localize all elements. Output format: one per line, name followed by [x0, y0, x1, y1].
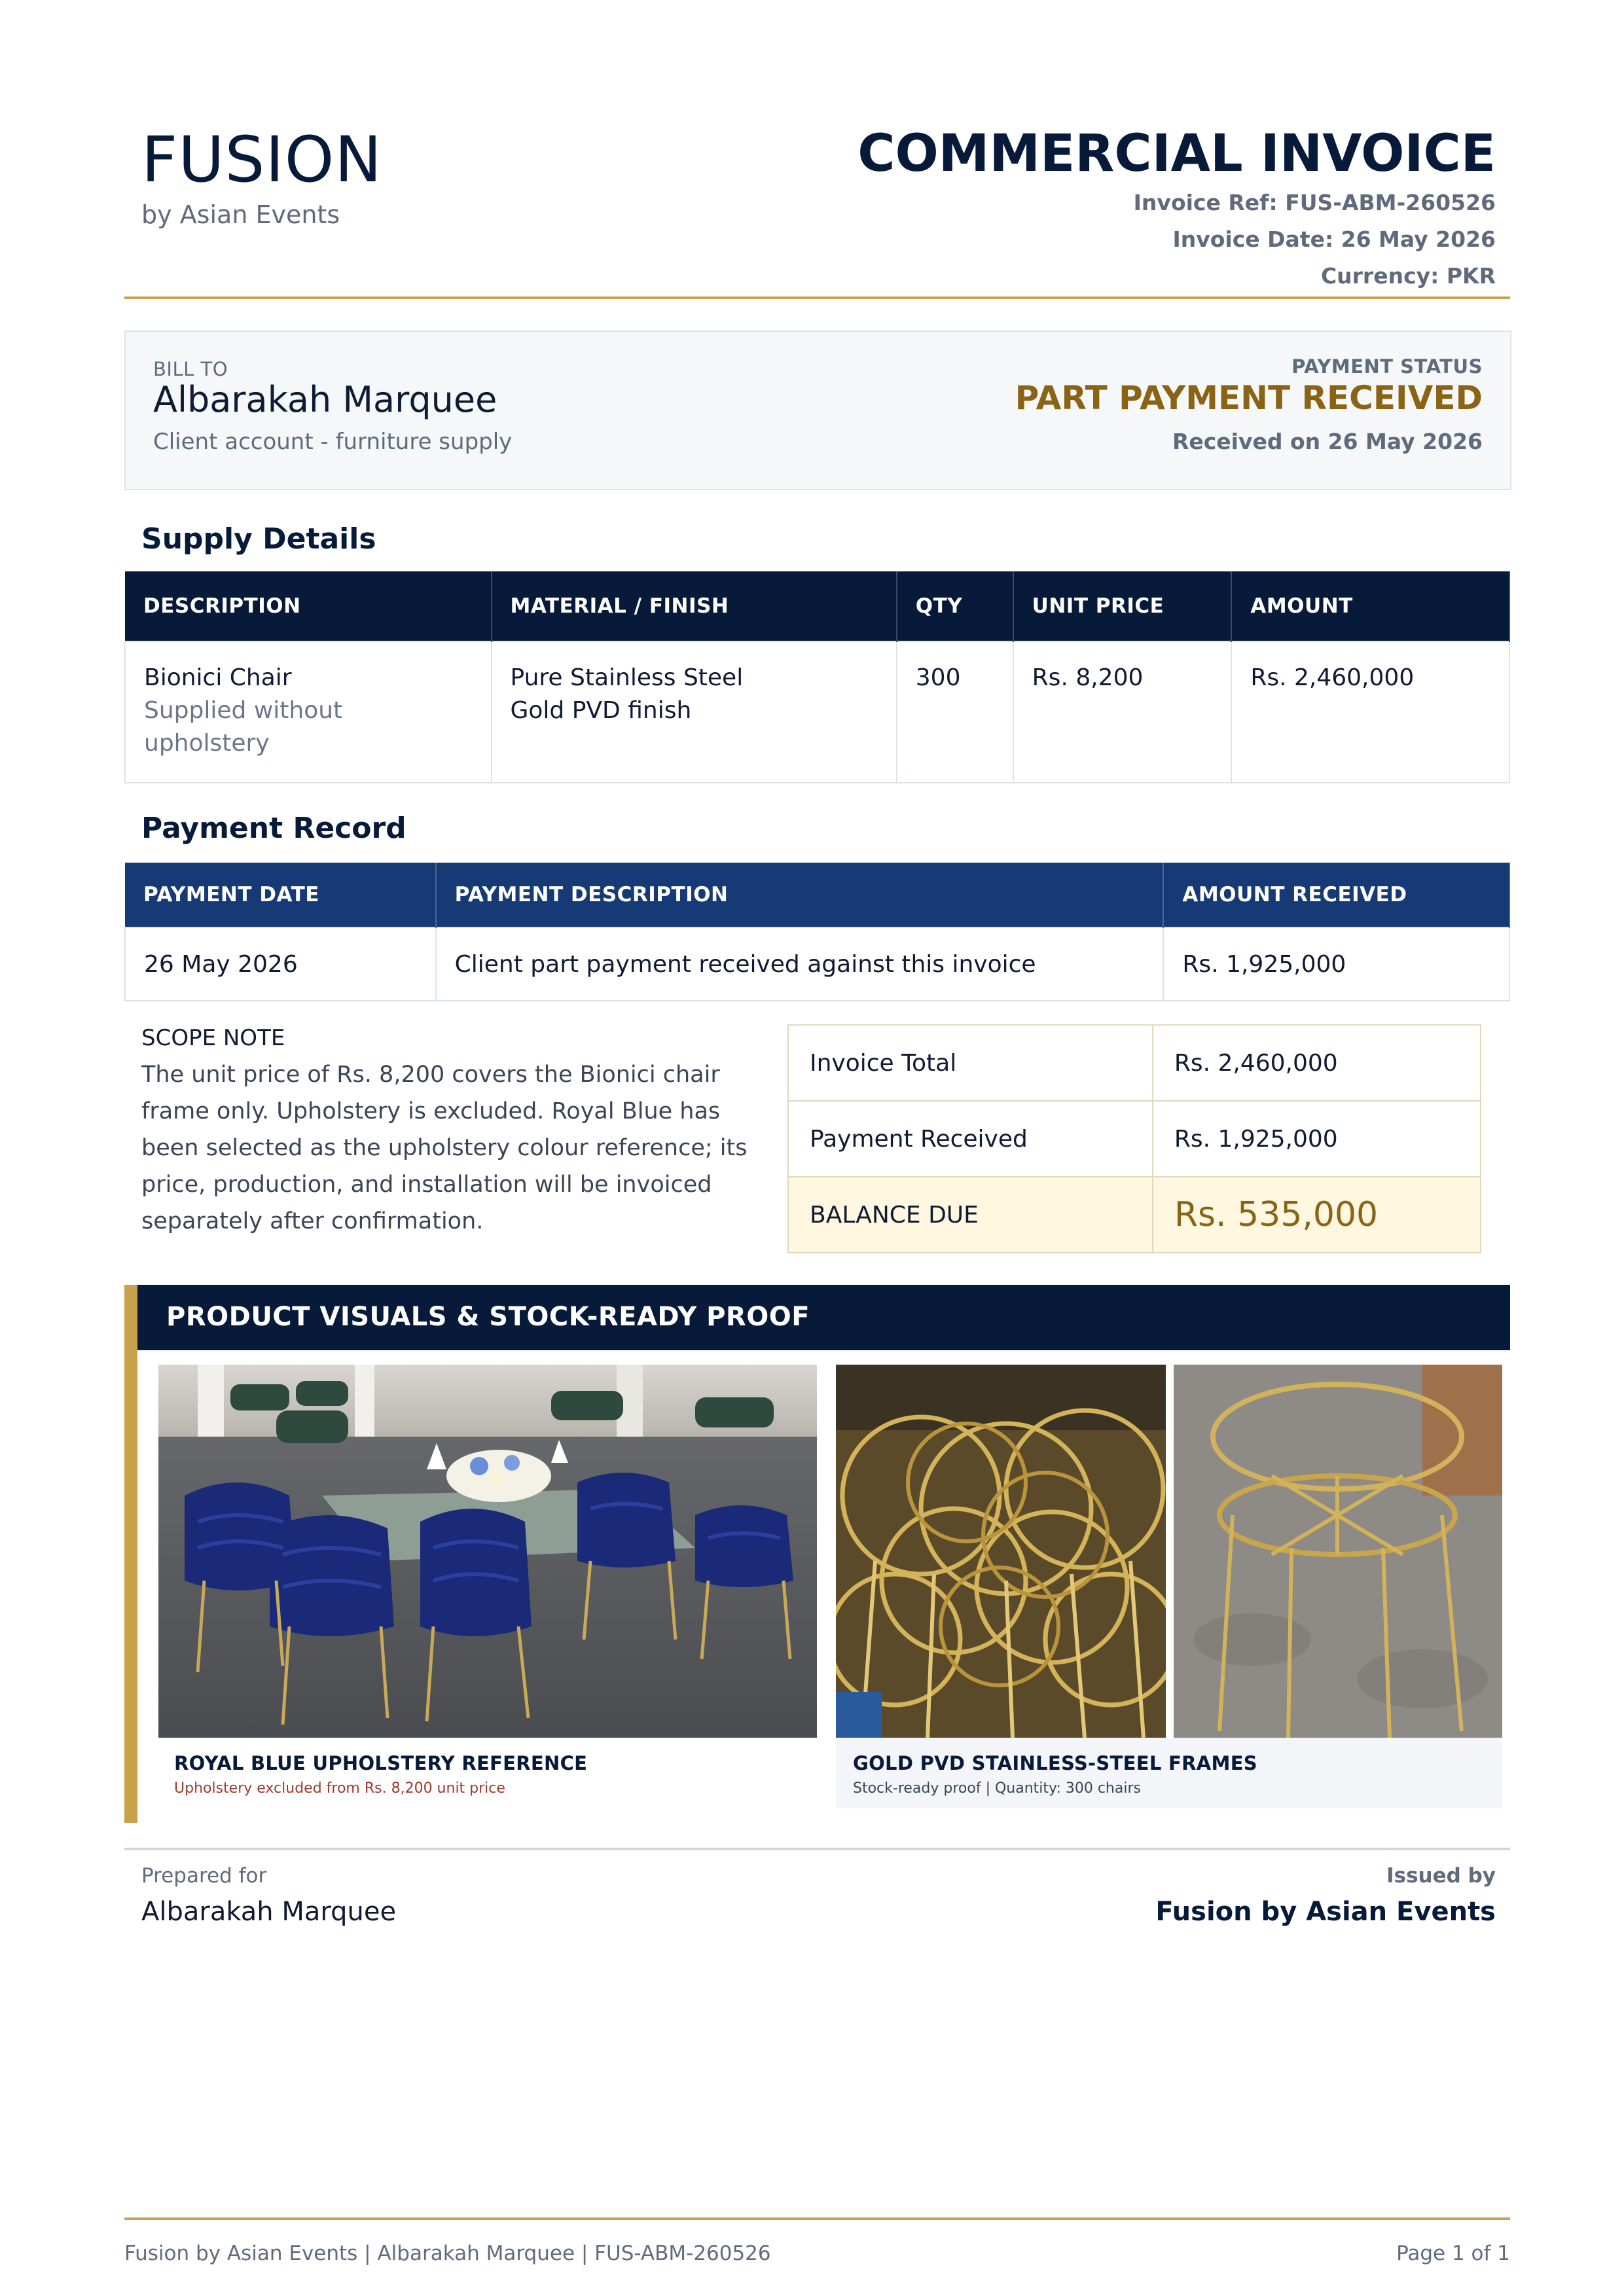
cell-unit-price: Rs. 8,200 — [1013, 641, 1232, 783]
col-unit-price: UNIT PRICE — [1013, 571, 1232, 641]
visuals-accent-bar — [124, 1285, 137, 1823]
cell-qty: 300 — [897, 641, 1013, 783]
balance-due-value: Rs. 535,000 — [1153, 1177, 1481, 1253]
gold-frames-stack-photo — [836, 1365, 1166, 1738]
payment-status-label: PAYMENT STATUS — [1291, 355, 1483, 378]
payment-table — [124, 863, 1510, 1001]
totals-table — [787, 1024, 1481, 1253]
col-amount-received: AMOUNT RECEIVED — [1163, 863, 1509, 927]
payment-section-title: Payment Record — [141, 812, 406, 845]
col-payment-description: PAYMENT DESCRIPTION — [436, 863, 1164, 927]
payment-table-header — [125, 863, 1509, 927]
bill-to-label: BILL TO — [153, 358, 228, 380]
invoice-date: Invoice Date: 26 May 2026 — [1172, 226, 1496, 252]
issued-by-name: Fusion by Asian Events — [1155, 1897, 1496, 1927]
totals-row-invoice-total — [788, 1025, 1481, 1101]
page-number: Page 1 of 1 — [1396, 2242, 1510, 2265]
invoice-ref: Invoice Ref: FUS-ABM-260526 — [1133, 190, 1496, 215]
payment-received-value: Rs. 1,925,000 — [1153, 1101, 1481, 1177]
document-title: COMMERCIAL INVOICE — [857, 124, 1496, 183]
item-note-line-2: upholstery — [144, 730, 270, 757]
royal-blue-chairs-photo — [158, 1365, 817, 1738]
totals-row-balance-due — [788, 1177, 1481, 1253]
payment-received-label: Payment Received — [788, 1101, 1153, 1177]
visuals-header — [137, 1285, 1510, 1350]
cell-amount-received: Rs. 1,925,000 — [1163, 927, 1509, 1001]
col-qty: QTY — [897, 571, 1013, 641]
cell-material — [492, 641, 897, 783]
cell-payment-description: Client part payment received against this invoice — [436, 927, 1164, 1001]
item-note-line-1: Supplied without — [144, 697, 343, 724]
invoice-total-value: Rs. 2,460,000 — [1153, 1025, 1481, 1101]
payment-status-date: Received on 26 May 2026 — [1172, 429, 1483, 454]
cell-payment-date: 26 May 2026 — [125, 927, 436, 1001]
footer-text: Fusion by Asian Events | Albarakah Marquee | FUS-ABM-260526 — [124, 2242, 771, 2265]
footer-divider — [124, 2217, 1510, 2220]
bill-to-name: Albarakah Marquee — [153, 379, 497, 420]
cell-amount: Rs. 2,460,000 — [1231, 641, 1509, 783]
totals-row-payment-received — [788, 1101, 1481, 1177]
col-amount: AMOUNT — [1231, 571, 1509, 641]
signoff-divider — [124, 1848, 1510, 1850]
table-row — [125, 927, 1509, 1001]
supply-table-header — [125, 571, 1509, 641]
prepared-for-label: Prepared for — [141, 1864, 267, 1888]
invoice-total-label: Invoice Total — [788, 1025, 1153, 1101]
header-divider — [124, 296, 1510, 299]
left-caption-title: ROYAL BLUE UPHOLSTERY REFERENCE — [174, 1752, 588, 1774]
left-caption — [158, 1738, 817, 1808]
balance-due-label: BALANCE DUE — [788, 1177, 1153, 1253]
brand-subtitle: by Asian Events — [141, 200, 340, 229]
col-payment-date: PAYMENT DATE — [125, 863, 436, 927]
table-row — [125, 641, 1509, 783]
cell-description — [125, 641, 492, 783]
left-caption-note: Upholstery excluded from Rs. 8,200 unit price — [174, 1780, 505, 1797]
supply-section-title: Supply Details — [141, 522, 376, 556]
issued-by-label: Issued by — [1386, 1864, 1496, 1888]
material-line-2: Gold PVD finish — [510, 697, 692, 724]
right-caption — [836, 1738, 1502, 1808]
prepared-for-name: Albarakah Marquee — [141, 1897, 397, 1927]
material-line-1: Pure Stainless Steel — [510, 664, 744, 691]
col-description: DESCRIPTION — [125, 571, 492, 641]
scope-note-text: The unit price of Rs. 8,200 covers the Bionici chair frame only. Upholstery is excluded. Royal Blue has been selected as the upholstery colour reference; its price, production, and installation will be invoiced separately after confirmation. — [141, 1062, 748, 1234]
visuals-title: PRODUCT VISUALS & STOCK-READY PROOF — [166, 1302, 810, 1332]
invoice-currency: Currency: PKR — [1320, 263, 1496, 289]
bill-to-subtitle: Client account - furniture supply — [153, 429, 513, 455]
right-caption-title: GOLD PVD STAINLESS-STEEL FRAMES — [853, 1752, 1257, 1774]
item-name: Bionici Chair — [144, 664, 292, 691]
scope-note-label: SCOPE NOTE — [141, 1025, 285, 1051]
right-caption-note: Stock-ready proof | Quantity: 300 chairs — [853, 1780, 1141, 1797]
gold-frame-single-photo — [1174, 1365, 1502, 1738]
col-material: MATERIAL / FINISH — [492, 571, 897, 641]
brand-name: FUSION — [141, 123, 383, 196]
supply-table — [124, 571, 1510, 783]
bill-to-panel — [124, 331, 1511, 490]
payment-status-value: PART PAYMENT RECEIVED — [1015, 379, 1483, 417]
